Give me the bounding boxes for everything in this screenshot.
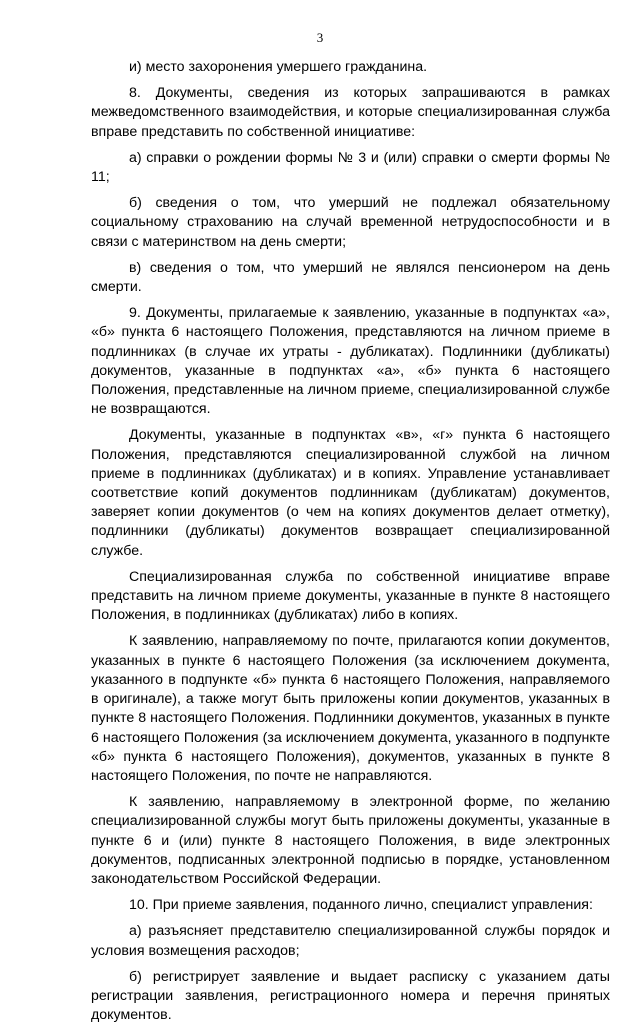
paragraph-10b-registers-application: б) регистрирует заявление и выдает расписку с указанием даты регистрации заявления, регистрационного номера и перечня принятых документов. [91,968,610,1024]
paragraph-8b-social-insurance: б) сведения о том, что умерший не подлежал обязательному социальному страхованию на случай временной нетрудоспособности и в связи с материнством на день смерти; [91,195,610,250]
paragraph-9-originals-and-copies: Документы, указанные в подпунктах «в», «г» пункта 6 настоящего Положения, представляются специализированной службой на личном приеме в подлинниках (дубликатах) и в копиях. Управление устанавливает соответствие копий документов подлинникам (дубликатам) документов, заверяет копии документов (о чем на копиях документов делает отметку), подлинники (дубликаты) документов возвращает специализированной службе. [91,427,610,559]
paragraph-8v-not-pensioner: в) сведения о том, что умерший не являлся пенсионером на день смерти. [91,259,610,296]
paragraph-9-personal-submission: 9. Документы, прилагаемые к заявлению, указанные в подпунктах «а», «б» пункта 6 настоящего Положения, представляются на личном приеме в подлинниках (в случае их утраты - дубликатах). Подлинники (дубликаты) документов, указанные в подпунктах «а», «б» пункта 6 настоящего Положения, представленные на личном приеме, специализированной службе не возвращаются. [91,305,610,418]
paragraph-8a-certificates: а) справки о рождении формы № 3 и (или) справки о смерти формы № 11; [91,149,610,186]
paragraph-9-postal-submission: К заявлению, направляемому по почте, прилагаются копии документов, указанных в пункте 6 настоящего Положения (за исключением документа, указанного в подпункте «б» пункта 6 настоящего Положения, направляемого в оригинале), а также могут быть приложены копии документов, указанных в пункте 8 настоящего Положения. Подлинники документов, указанных в пункте 6 настоящего Положения (за исключением документа, указанного в подпункте «б» пункта 6 настоящего Положения), документов, указанных в пункте 8 настоящего Положения, по почте не направляются. [91,633,610,784]
paragraph-9-electronic-submission: К заявлению, направляемому в электронной форме, по желанию специализированной службы могут быть приложены документы, указанные в пункте 6 и (или) пункте 8 настоящего Положения, в виде электронных документов, подписанных электронной подписью в порядке, установленном законодательством Российской Федерации. [91,794,610,887]
paragraph-10-in-person-reception: 10. При приеме заявления, поданного лично, специалист управления: [129,897,593,914]
paragraph-9-own-initiative: Специализированная служба по собственной инициативе вправе представить на личном приеме документы, указанные в пункте 8 настоящего Положения, в подлинниках (дубликатах) либо в копиях. [91,568,610,624]
paragraph-item-i-burial-place: и) место захоронения умершего гражданина. [129,59,428,75]
paragraph-8-interagency-documents: 8. Документы, сведения из которых запрашиваются в рамках межведомственного взаимодействия, и которые специализированная служба вправе представить по собственной инициативе: [91,85,610,140]
document-body [91,58,610,1032]
page-number: 3 [316,30,324,45]
paragraph-10a-explains-procedure: а) разъясняет представителю специализированной службы порядок и условия возмещения расходов; [91,923,610,959]
